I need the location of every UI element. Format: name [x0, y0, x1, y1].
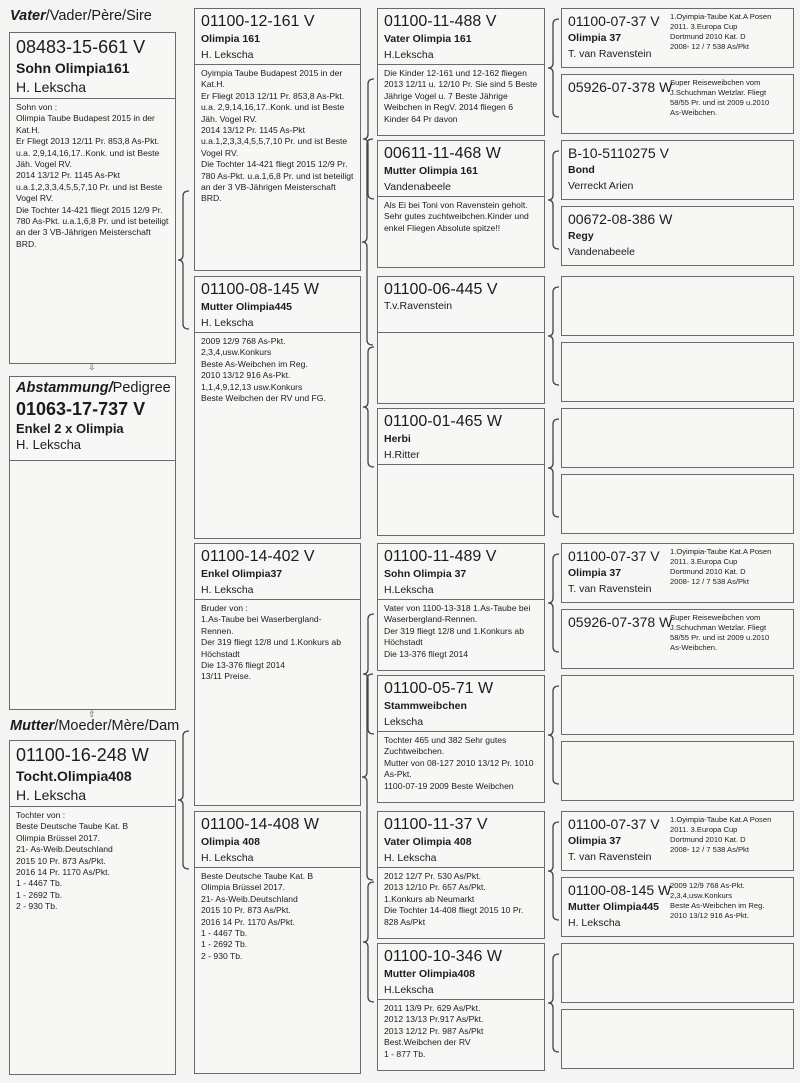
grandparent-card[interactable] [194, 8, 361, 271]
ring-number: 01100-07-37 V [568, 13, 660, 29]
ring-number: 01100-08-145 W [568, 882, 672, 898]
notes: Beste Deutsche Taube Kat. B Olimpia Brüssel 2017. 21- As-Weib.Deutschland 2015 10 Pr. 873 As/Pkt. 2016 14 Pr. 1170 As/Pkt. 1 - 4467 Tb. 1 - 2692 Tb. 2 - 930 Tb. [201, 871, 314, 961]
name: Vater Olimpia 161 [384, 33, 472, 45]
name: Enkel Olimpia37 [201, 568, 283, 580]
name: Olimpia 37 [568, 32, 622, 44]
name: Mutter Olimpia 161 [384, 165, 478, 177]
name: Vater Olimpia 408 [384, 836, 472, 848]
subject-ring-number: 01063-17-737 V [16, 399, 146, 419]
dam-notes: Tochter von : Beste Deutsche Taube Kat. B Olimpia Brüssel 2017. 21- As-Weib.Deutschland 2015 10 Pr. 873 As/Pkt. 2016 14 Pr. 1170 As/Pkt. 1 - 4467 Tb. 1 - 2692 Tb. 2 - 930 Tb. [16, 810, 129, 912]
brace-connector-icon [547, 418, 561, 518]
name: Olimpia 37 [568, 567, 622, 579]
pedigree-heading-bold: Abstammung/ [16, 380, 113, 396]
g4-card[interactable] [561, 8, 794, 68]
grandparent-card[interactable] [194, 543, 361, 806]
owner: H. Lekscha [201, 317, 254, 329]
great-grandparent-card[interactable] [377, 140, 545, 268]
sire-notes: Sohn von : Olimpia Taube Budapest 2015 in der Kat.H. Er Fliegt 2013 12/11 Pr. 853,8 As-Pkt. u.a. 2,9,14,16,17..Konk. und ist Beste Jäh. Vogel RV. 2014 13/12 Pr. 1145 As-Pkt u.a.1,2,3,3,4,5,5,7,10 Pr. und ist Beste Vogel RV. Die Tochter 14-421 fliegt 2015 12/9 Pr. 780 As-Pkt. u.a.1,6,8 Pr. und ist beteiligt an der 3 VB-Jährigen Meisterschaft BRD. [16, 102, 169, 249]
name: Mutter Olimpia445 [568, 901, 660, 913]
subject-name: Enkel 2 x Olimpia [16, 421, 124, 436]
brace-connector-icon [362, 78, 376, 200]
g4-card[interactable] [561, 276, 794, 336]
owner: H.Lekscha [384, 584, 434, 596]
owner: H. Lekscha [201, 852, 254, 864]
notes: Die Kinder 12-161 und 12-162 fliegen 2013 12/11 u. 12/10 Pr. Sie sind 5 Beste Jährige Vogel u. 7 Beste Jährige Weibchen in RegV. 2014 fliegen 6 Kinder 64 Pr davon [384, 68, 538, 124]
side-notes: 1.Oyimpia-Taube Kat.A Posen 2011. 3.Europa Cup Dortmund 2010 Kat. D 2008- 12 / 7 538 As/Pkt [670, 547, 772, 586]
ring-number: B-10-5110275 V [568, 145, 669, 161]
notes: Vater von 1100-13-318 1.As-Taube bei Waserbergland-Rennen. Der 319 fliegt 12/8 und 1.Konkurs ab Höchstadt Die 13-376 fliegt 2014 [384, 603, 531, 659]
dam-heading [10, 718, 179, 734]
ring-number: 01100-11-37 V [384, 816, 488, 833]
g4-card[interactable] [561, 943, 794, 1003]
notes [378, 333, 544, 339]
grandparent-card[interactable] [194, 811, 361, 1074]
dam-owner: H. Lekscha [16, 787, 87, 803]
ring-number: 05926-07-378 W [568, 614, 673, 630]
ring-number: 00611-11-468 W [384, 145, 501, 162]
notes [378, 465, 544, 471]
great-grandparent-card[interactable] [377, 408, 545, 536]
owner: T.v.Ravenstein [384, 300, 453, 312]
sire-owner: H. Lekscha [16, 79, 87, 95]
ring-number: 01100-10-346 W [384, 948, 502, 965]
owner: H.Lekscha [384, 984, 434, 996]
brace-connector-icon [547, 821, 561, 921]
g4-card[interactable] [561, 675, 794, 735]
brace-connector-icon [547, 953, 561, 1053]
g4-card[interactable] [561, 811, 794, 871]
great-grandparent-card[interactable] [377, 8, 545, 136]
ring-number: 01100-14-408 W [201, 816, 319, 833]
up-arrow-icon: ⇧ [88, 709, 96, 719]
notes: 2012 12/7 Pr. 530 As/Pkt. 2013 12/10 Pr. 657 As/Pkt. 1.Konkurs ab Neumarkt Die Tochter 14-408 fliegt 2015 10 Pr. 828 As/Pkt [384, 871, 524, 927]
great-grandparent-card[interactable] [377, 943, 545, 1071]
brace-connector-icon [547, 18, 561, 118]
owner: H.Ritter [384, 449, 420, 461]
side-notes: 2009 12/9 768 As-Pkt. 2,3,4,usw.Konkurs Beste As-Weibchen im Reg. 2010 13/12 916 As-Pkt. [670, 881, 765, 920]
dam-heading-rest: /Moeder/Mère/Dam [54, 718, 180, 734]
sire-heading-rest: /Vader/Père/Sire [45, 8, 152, 24]
g4-card[interactable] [561, 1009, 794, 1069]
brace-connector-icon [177, 190, 191, 330]
owner: Verreckt Arien [568, 180, 634, 192]
brace-connector-icon [547, 150, 561, 250]
name: Regy [568, 230, 594, 242]
owner: H. Lekscha [201, 584, 254, 596]
g4-card[interactable] [561, 206, 794, 266]
pedigree-heading-rest: Pedigree [112, 380, 171, 396]
name: Mutter Olimpia408 [384, 968, 476, 980]
sire-heading [10, 8, 152, 24]
notes: 2009 12/9 768 As-Pkt. 2,3,4,usw.Konkurs Beste As-Weibchen im Reg. 2010 13/12 916 As-Pkt. 1,1,4,9,12,13 usw.Konkurs Beste Weibchen der RV und FG. [201, 336, 326, 404]
brace-connector-icon [362, 613, 376, 735]
brace-connector-icon [177, 730, 191, 870]
subject-owner: H. Lekscha [16, 437, 82, 452]
pedigree-heading [16, 379, 169, 398]
great-grandparent-card[interactable] [377, 543, 545, 671]
sire-ring-number: 08483-15-661 V [16, 37, 146, 57]
dam-card[interactable] [9, 740, 176, 1075]
notes: Oyimpia Taube Budapest 2015 in der Kat.H. Er Fliegt 2013 12/11 Pr. 853,8 As-Pkt. u.a. 2,9,14,16,17..Konk. und ist Beste Jäh. Vogel RV. 2014 13/12 Pr. 1145 As-Pkt u.a.1,2,3,3,4,5,5,7,10 Pr. und ist Beste Vogel RV. Die Tochter 14-421 fliegt 2015 12/9 Pr. 780 As-Pkt. u.a.1,6,8 Pr. und ist beteiligt an der 3 VB-Jährigen Meisterschaft BRD. [201, 68, 354, 204]
ring-number: 01100-12-161 V [201, 13, 315, 30]
owner: H. Lekscha [201, 49, 254, 61]
ring-number: 01100-08-145 W [201, 281, 319, 298]
grandparent-card[interactable] [194, 276, 361, 539]
ring-number: 01100-07-37 V [568, 548, 660, 564]
name: Olimpia 161 [201, 33, 260, 45]
g4-card[interactable] [561, 408, 794, 468]
dam-name: Tocht.Olimpia408 [16, 768, 132, 784]
owner: H. Lekscha [384, 852, 437, 864]
g4-card[interactable] [561, 140, 794, 200]
owner: Vandenabeele [568, 246, 635, 258]
name: Bond [568, 164, 595, 176]
g4-card[interactable] [561, 877, 794, 937]
side-notes: Super Reiseweibchen vom J.Schuchman Wetzlar. Fliegt 58/55 Pr. und ist 2009 u.2010 As-Weibchen. [670, 613, 770, 652]
ring-number: 01100-11-488 V [384, 13, 497, 30]
side-notes: 1.Oyimpia-Taube Kat.A Posen 2011. 3.Europa Cup Dortmund 2010 Kat. D 2008- 12 / 7 538 As/Pkt [670, 12, 772, 51]
owner: Vandenabeele [384, 181, 451, 193]
brace-connector-icon [547, 286, 561, 386]
dam-ring-number: 01100-16-248 W [16, 745, 149, 765]
subject-card[interactable] [9, 376, 176, 710]
side-notes: 1.Oyimpia-Taube Kat.A Posen 2011. 3.Europa Cup Dortmund 2010 Kat. D 2008- 12 / 7 538 As/Pkt [670, 815, 772, 854]
ring-number: 05926-07-378 W [568, 79, 673, 95]
name: Mutter Olimpia445 [201, 301, 293, 313]
g4-card[interactable] [561, 543, 794, 603]
brace-connector-icon [362, 881, 376, 1003]
brace-connector-icon [547, 553, 561, 653]
ring-number: 01100-14-402 V [201, 548, 315, 565]
g4-card[interactable] [561, 342, 794, 402]
g4-card[interactable] [561, 474, 794, 534]
ring-number: 01100-05-71 W [384, 680, 494, 697]
name: Herbi [384, 433, 411, 445]
name: Olimpia 37 [568, 835, 622, 847]
ring-number: 01100-11-489 V [384, 548, 497, 565]
notes: Als Ei bei Toni von Ravenstein geholt. Sehr gutes zuchtweibchen.Kinder und enkel Fliegen Absolute spitze!! [384, 200, 529, 233]
ring-number: 00672-08-386 W [568, 211, 673, 227]
brace-connector-icon [547, 685, 561, 785]
great-grandparent-card[interactable] [377, 811, 545, 939]
owner: T. van Ravenstein [568, 48, 652, 60]
great-grandparent-card[interactable] [377, 675, 545, 803]
side-notes: Super Reiseweibchen vom J.Schuchman Wetzlar. Fliegt 58/55 Pr. und ist 2009 u.2010 As-Weibchen. [670, 78, 770, 117]
down-arrow-icon: ⇩ [88, 362, 96, 372]
notes: 2011 13/9 Pr. 629 As/Pkt. 2012 13/13 Pr.917 As/Pkt. 2013 12/12 Pr. 987 As/Pkt Best.Weibchen der RV 1 - 877 Tb. [384, 1003, 484, 1059]
owner: T. van Ravenstein [568, 583, 652, 595]
sire-card[interactable] [9, 32, 176, 364]
dam-heading-bold: Mutter [10, 718, 55, 734]
ring-number: 01100-07-37 V [568, 816, 660, 832]
g4-card[interactable] [561, 74, 794, 134]
sire-name: Sohn Olimpia161 [16, 60, 130, 76]
ring-number: 01100-06-445 V [384, 281, 498, 298]
owner: Lekscha [384, 716, 424, 728]
name: Sohn Olimpia 37 [384, 568, 467, 580]
brace-connector-icon [362, 346, 376, 468]
name: Stammweibchen [384, 700, 467, 712]
sire-heading-bold: Vater [10, 8, 46, 24]
notes: Bruder von : 1.As-Taube bei Waserbergland-Rennen. Der 319 fliegt 12/8 und 1.Konkurs ab Höchstadt Die 13-376 fliegt 2014 13/11 Preise. [201, 603, 341, 682]
notes: Tochter 465 und 382 Sehr gutes Zuchtweibchen. Mutter von 08-127 2010 13/12 Pr. 1010 As-Pkt. 1100-07-19 2009 Beste Weibchen [384, 735, 534, 791]
g4-card[interactable] [561, 741, 794, 801]
great-grandparent-card[interactable] [377, 276, 545, 404]
name: Olimpia 408 [201, 836, 260, 848]
owner: H. Lekscha [568, 917, 621, 929]
ring-number: 01100-01-465 W [384, 413, 502, 430]
owner: H.Lekscha [384, 49, 434, 61]
owner: T. van Ravenstein [568, 851, 652, 863]
g4-card[interactable] [561, 609, 794, 669]
